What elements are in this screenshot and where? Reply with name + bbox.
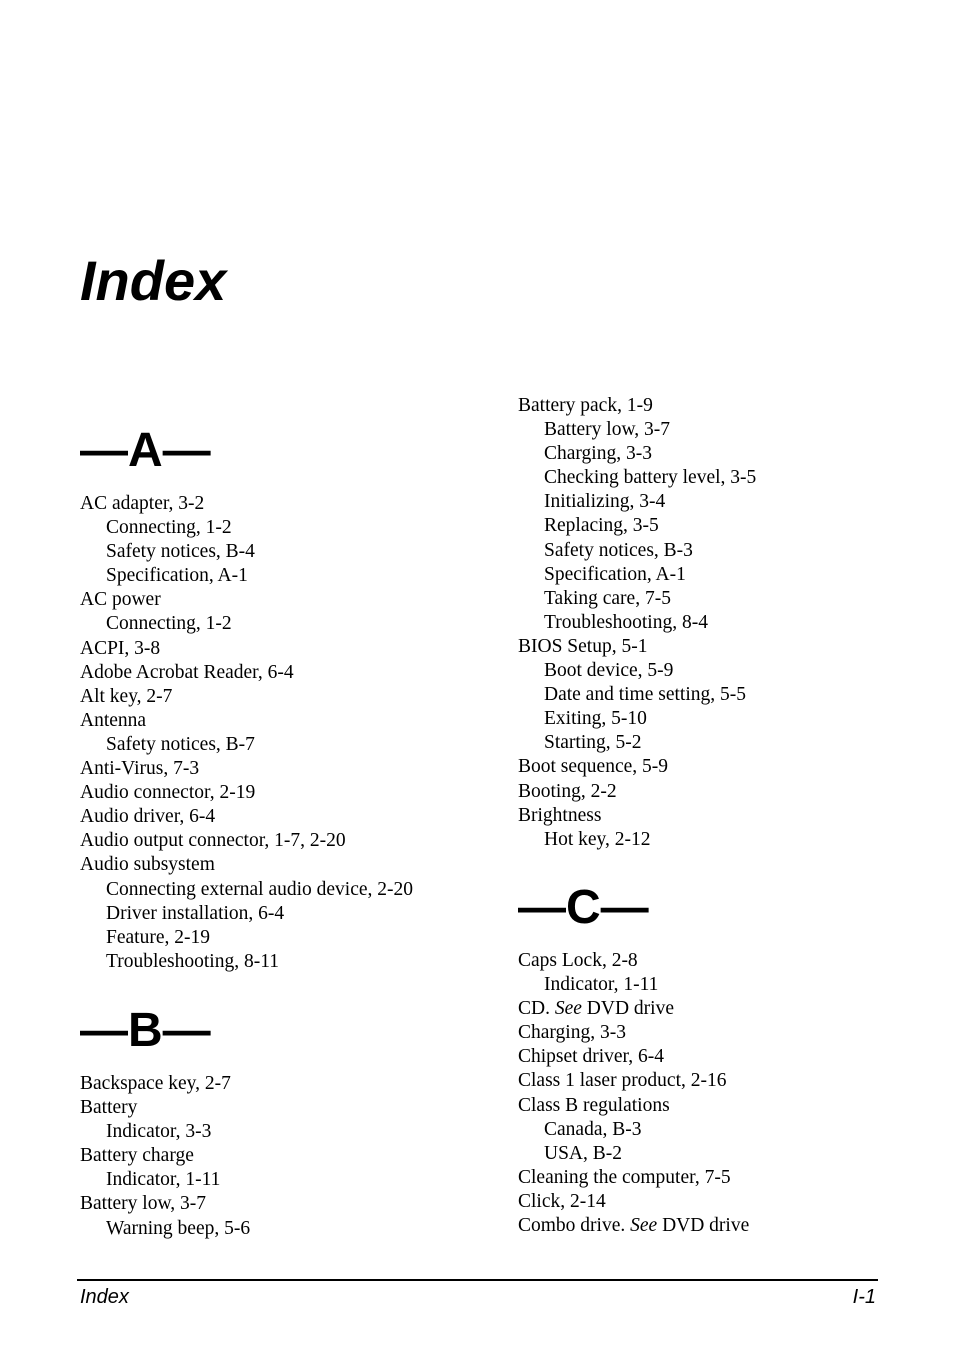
index-subentry: Connecting, 1-2	[106, 613, 232, 635]
index-entry: Anti-Virus, 7-3	[80, 758, 200, 780]
index-entry	[518, 997, 749, 1021]
see-reference: See	[630, 1215, 658, 1237]
index-subentry: Hot key, 2-12	[544, 828, 651, 850]
index-entry: Alt key, 2-7	[80, 685, 173, 707]
index-subentry: Boot device, 5-9	[544, 660, 674, 682]
index-subentry: Battery low, 3-7	[544, 419, 670, 441]
index-subentry: Canada, B-3	[544, 1118, 642, 1140]
index-list-b	[80, 1072, 250, 1241]
index-subentry: Specification, A-1	[106, 565, 248, 587]
index-subentry: Specification, A-1	[544, 563, 686, 585]
index-subentry: Replacing, 3-5	[544, 515, 659, 537]
index-entry: Class 1 laser product, 2-16	[518, 1070, 727, 1092]
index-subentry: Connecting external audio device, 2-20	[106, 878, 414, 900]
index-entry: AC adapter, 3-2	[80, 493, 205, 514]
index-entry: Audio subsystem	[80, 854, 215, 876]
see-reference: See	[554, 998, 582, 1020]
index-entry: Booting, 2-2	[518, 780, 617, 802]
index-subentry: Charging, 3-3	[544, 443, 652, 465]
index-subentry: Exiting, 5-10	[544, 708, 647, 730]
index-subentry: Troubleshooting, 8-4	[544, 611, 708, 633]
index-entry: Click, 2-14	[518, 1190, 606, 1212]
index-entry: ACPI, 3-8	[80, 637, 161, 659]
index-entry: Caps Lock, 2-8	[518, 950, 638, 971]
index-list-b-continued	[518, 394, 756, 852]
index-entry: Antenna	[80, 709, 147, 731]
index-list-a	[80, 492, 413, 974]
index-entry: AC power	[80, 589, 161, 611]
index-entry: Cleaning the computer, 7-5	[518, 1166, 731, 1188]
index-subentry: Initializing, 3-4	[544, 491, 666, 513]
index-list-c	[518, 949, 749, 1238]
index-entry: Battery	[80, 1097, 138, 1119]
index-subentry: Indicator, 3-3	[106, 1121, 212, 1143]
index-entry: Audio output connector, 1-7, 2-20	[80, 830, 346, 852]
index-subentry: Taking care, 7-5	[544, 587, 671, 609]
see-target: DVD drive	[581, 998, 674, 1020]
index-entry: Charging, 3-3	[518, 1022, 626, 1044]
index-subentry: Feature, 2-19	[106, 926, 210, 948]
index-entry: BIOS Setup, 5-1	[518, 635, 648, 657]
index-subentry: Safety notices, B-3	[544, 539, 693, 561]
index-entry: Battery low, 3-7	[80, 1193, 206, 1215]
index-entry: Backspace key, 2-7	[80, 1073, 231, 1094]
index-subentry: Connecting, 1-2	[106, 517, 232, 539]
index-subentry: Safety notices, B-4	[106, 541, 255, 563]
section-heading-c: —C—	[518, 881, 649, 934]
index-entry: Audio connector, 2-19	[80, 782, 256, 804]
index-entry: Battery pack, 1-9	[518, 395, 653, 416]
index-entry: Class B regulations	[518, 1094, 670, 1116]
entry-term: Combo drive.	[518, 1215, 631, 1237]
footer-divider	[77, 1279, 878, 1281]
index-entry: Brightness	[518, 804, 602, 826]
section-heading-a: —A—	[80, 424, 211, 477]
footer-section-label: Index	[80, 1286, 129, 1308]
section-heading-b: —B—	[80, 1004, 211, 1057]
index-subentry: Warning beep, 5-6	[106, 1217, 251, 1239]
entry-term: CD.	[518, 998, 555, 1020]
index-subentry: Checking battery level, 3-5	[544, 467, 757, 489]
index-subentry: Troubleshooting, 8-11	[106, 950, 279, 972]
index-entry: Audio driver, 6-4	[80, 806, 216, 828]
page-title: Index	[80, 249, 227, 312]
index-subentry: USA, B-2	[544, 1142, 623, 1164]
index-entry	[518, 1214, 749, 1238]
index-subentry: Safety notices, B-7	[106, 733, 255, 755]
footer-page-number: I-1	[852, 1286, 876, 1308]
index-subentry: Driver installation, 6-4	[106, 902, 285, 924]
index-entry: Boot sequence, 5-9	[518, 756, 669, 778]
index-entry: Chipset driver, 6-4	[518, 1046, 664, 1068]
see-target: DVD drive	[657, 1215, 750, 1237]
index-subentry: Starting, 5-2	[544, 732, 642, 754]
index-entry: Adobe Acrobat Reader, 6-4	[80, 661, 294, 683]
index-subentry: Indicator, 1-11	[544, 974, 659, 996]
index-subentry: Date and time setting, 5-5	[544, 684, 746, 706]
index-entry: Battery charge	[80, 1145, 194, 1167]
index-subentry: Indicator, 1-11	[106, 1169, 221, 1191]
